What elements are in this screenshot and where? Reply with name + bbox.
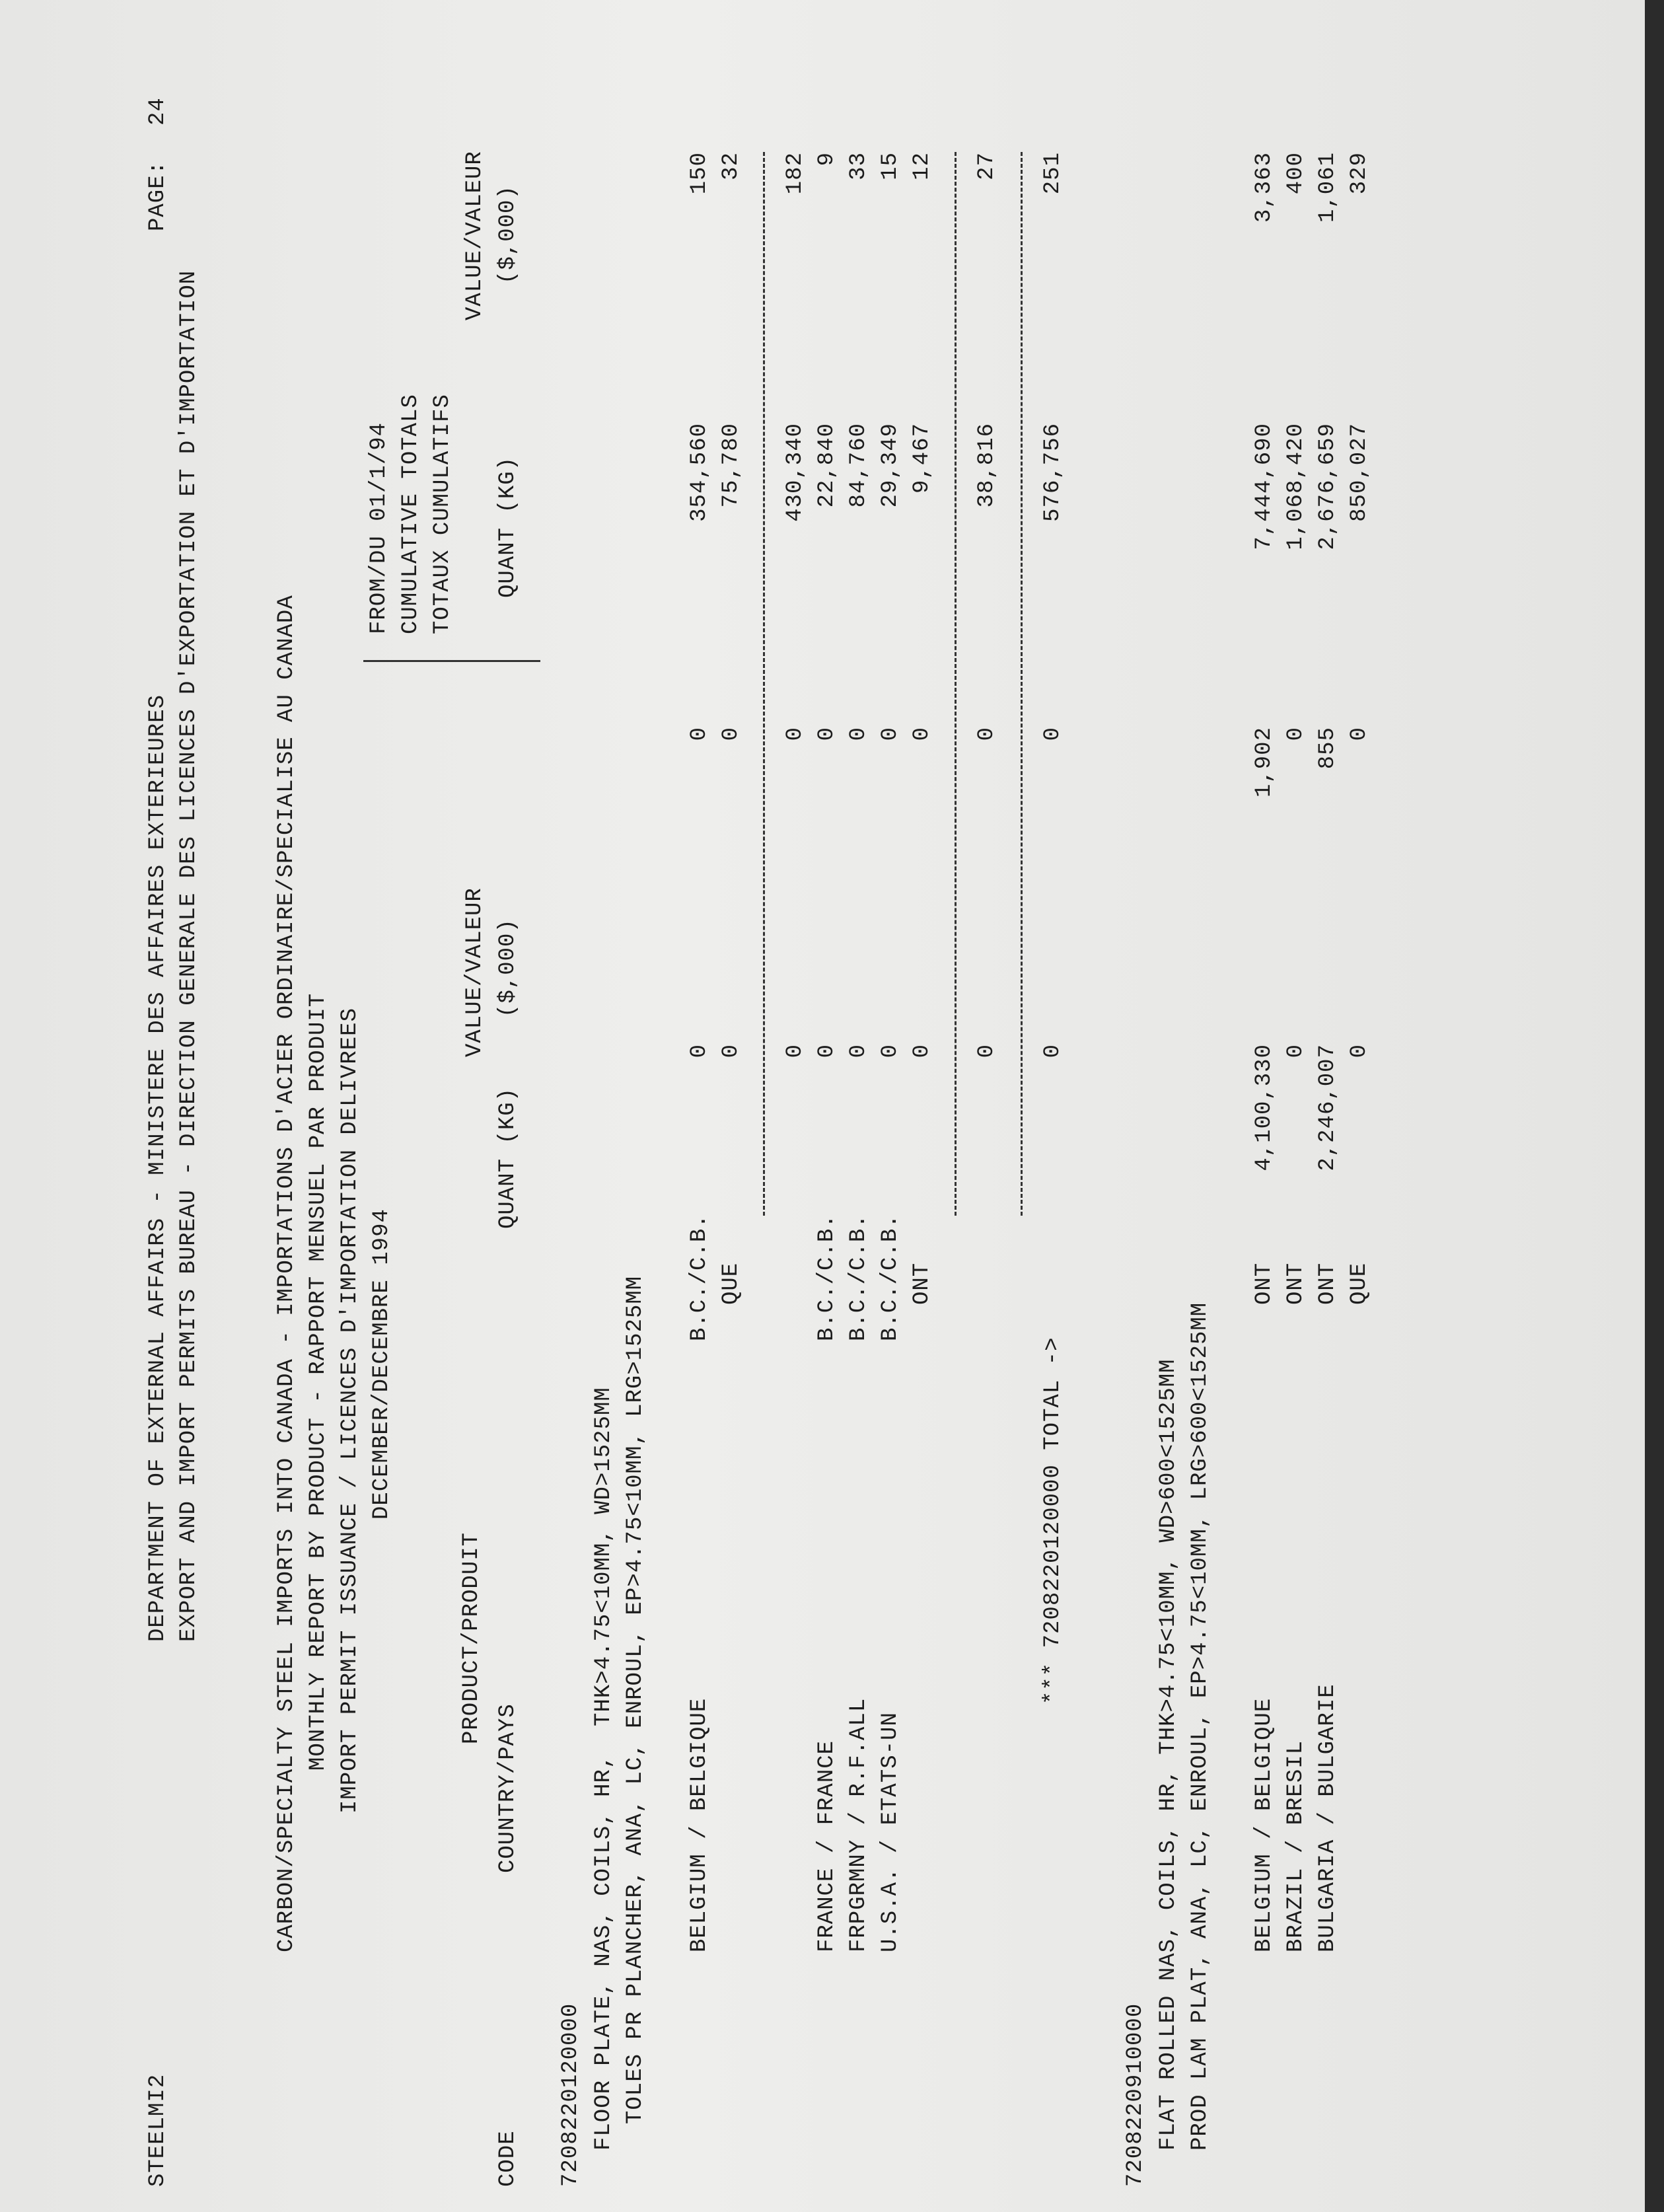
total-value2: 251 [1040, 152, 1066, 195]
quant2-cell: 1,068,420 [1284, 423, 1309, 550]
quant2-cell: 22,840 [814, 423, 840, 508]
col-value1-a: VALUE/VALEUR [462, 887, 488, 1057]
product-code: 7208220120000 [558, 2003, 583, 2187]
quant2-cell: 2,676,659 [1315, 423, 1340, 550]
quant2-cell: 84,760 [846, 423, 871, 508]
product-desc-en: FLAT ROLLED NAS, COILS, HR, THK>4.75<10MM, WD>600<1525MM [1156, 1358, 1181, 2151]
subtotal-rule [955, 152, 957, 1216]
value1-cell: 0 [878, 727, 903, 741]
port-cell: ONT [1284, 1262, 1309, 1305]
country-cell: U.S.A. / ETATS-UN [878, 1712, 903, 1952]
value1-cell: 0 [719, 727, 744, 741]
scanner-edge [1645, 0, 1664, 2212]
col-value2-b: ($,000) [495, 185, 521, 284]
value2-cell: 182 [783, 152, 808, 195]
port-cell: QUE [719, 1262, 744, 1305]
quant1-cell: 0 [910, 1044, 935, 1058]
port-cell: B.C./C.B. [878, 1214, 903, 1341]
col-code: CODE [495, 2130, 521, 2187]
value2-cell: 1,061 [1315, 152, 1340, 223]
total-value1: 0 [1040, 727, 1066, 741]
col-value2-a: VALUE/VALEUR [462, 151, 488, 320]
dept-line-2: EXPORT AND IMPORT PERMITS BUREAU - DIRECTION GENERALE DES LICENCES D'EXPORTATION ET D'IMPORTATION [176, 270, 201, 1642]
quant2-cell: 7,444,690 [1252, 423, 1277, 550]
value2-cell: 15 [878, 152, 903, 180]
dept-line-1: DEPARTMENT OF EXTERNAL AFFAIRS - MINISTERE DES AFFAIRES EXTERIEURES [145, 694, 170, 1642]
port-cell: ONT [1315, 1262, 1340, 1305]
quant2-cell: 850,027 [1347, 423, 1372, 522]
value2-cell: 27 [974, 152, 999, 180]
col-quant2: QUANT (KG) [495, 456, 521, 598]
quant1-cell: 0 [783, 1044, 808, 1058]
report-title-2: MONTHLY REPORT BY PRODUCT - RAPPORT MENSUEL PAR PRODUIT [306, 992, 331, 1771]
value1-cell: 0 [1284, 727, 1309, 741]
col-country: COUNTRY/PAYS [495, 1703, 521, 1873]
quant2-cell: 29,349 [878, 423, 903, 508]
product-code: 7208220910000 [1123, 2003, 1148, 2187]
quant1-cell: 0 [687, 1044, 712, 1058]
port-cell: QUE [1347, 1262, 1372, 1305]
quant1-cell: 0 [1347, 1044, 1372, 1058]
product-desc-fr: TOLES PR PLANCHER, ANA, LC, ENROUL, EP>4.75<10MM, LRG>1525MM [623, 1275, 648, 2124]
value2-cell: 33 [846, 152, 871, 180]
product-desc-en: FLOOR PLATE, NAS, COILS, HR, THK>4.75<10MM, WD>1525MM [591, 1387, 616, 2151]
section-total-label: *** 7208220120000 TOTAL -> [1040, 1337, 1066, 1705]
value1-cell: 0 [974, 727, 999, 741]
value1-cell: 1,902 [1252, 727, 1277, 798]
page-label: PAGE: [145, 160, 170, 231]
col-from-date: FROM/DU 01/1/94 [367, 422, 392, 634]
port-cell: ONT [910, 1262, 935, 1305]
country-cell: FRPGRMNY / R.F.ALL [846, 1697, 871, 1952]
value1-cell: 0 [910, 727, 935, 741]
col-totaux-cumulatifs: TOTAUX CUMULATIFS [430, 394, 455, 634]
quant2-cell: 430,340 [783, 423, 808, 522]
quant1-cell: 0 [974, 1044, 999, 1058]
col-quant1: QUANT (KG) [495, 1087, 521, 1229]
value2-cell: 12 [910, 152, 935, 180]
quant1-cell: 2,246,007 [1315, 1044, 1340, 1171]
country-cell: BELGIUM / BELGIQUE [1252, 1697, 1277, 1952]
quant1-cell: 4,100,330 [1252, 1044, 1277, 1171]
quant1-cell: 0 [719, 1044, 744, 1058]
quant1-cell: 0 [846, 1044, 871, 1058]
quant1-cell: 0 [1284, 1044, 1309, 1058]
report-title-4: DECEMBER/DECEMBRE 1994 [369, 1208, 394, 1520]
quant2-cell: 75,780 [719, 423, 744, 508]
report-id: STEELMI2 [145, 2073, 170, 2187]
report-sheet [20, 13, 1632, 2194]
col-value1-b: ($,000) [495, 918, 521, 1017]
col-product: PRODUCT/PRODUIT [459, 1531, 484, 1744]
product-desc-fr: PROD LAM PLAT, ANA, LC, ENROUL, EP>4.75<10MM, LRG>600<1525MM [1188, 1302, 1213, 2151]
port-cell: B.C./C.B. [814, 1214, 840, 1341]
value1-cell: 0 [1347, 727, 1372, 741]
value2-cell: 150 [687, 152, 712, 195]
total-quant1: 0 [1040, 1044, 1066, 1058]
value1-cell: 0 [846, 727, 871, 741]
value1-cell: 0 [783, 727, 808, 741]
value2-cell: 329 [1347, 152, 1372, 195]
value1-cell: 855 [1315, 727, 1340, 770]
value1-cell: 0 [687, 727, 712, 741]
value1-cell: 0 [814, 727, 840, 741]
value2-cell: 3,363 [1252, 152, 1277, 223]
country-cell: FRANCE / FRANCE [814, 1740, 840, 1952]
col-cumulative-totals: CUMULATIVE TOTALS [398, 394, 423, 634]
country-cell: BULGARIA / BULGARIE [1315, 1683, 1340, 1952]
column-separator [363, 660, 540, 662]
port-cell: B.C./C.B. [846, 1214, 871, 1341]
total-rule [1021, 152, 1023, 1216]
value2-cell: 9 [814, 152, 840, 166]
quant2-cell: 354,560 [687, 423, 712, 522]
port-cell: ONT [1252, 1262, 1277, 1305]
quant2-cell: 9,467 [910, 423, 935, 494]
quant1-cell: 0 [814, 1044, 840, 1058]
quant1-cell: 0 [878, 1044, 903, 1058]
page-number: 24 [145, 97, 170, 126]
report-title-1: CARBON/SPECIALTY STEEL IMPORTS INTO CANADA - IMPORTATIONS D'ACIER ORDINAIRE/SPECIALISE AU CANADA [274, 595, 299, 1952]
value2-cell: 400 [1284, 152, 1309, 195]
country-cell: BELGIUM / BELGIQUE [687, 1697, 712, 1952]
total-quant2: 576,756 [1040, 423, 1066, 522]
quant2-cell: 38,816 [974, 423, 999, 508]
subtotal-rule [763, 152, 765, 1216]
country-cell: BRAZIL / BRESIL [1284, 1740, 1309, 1952]
report-title-3: IMPORT PERMIT ISSUANCE / LICENCES D'IMPORTATION DELIVREES [338, 1008, 363, 1814]
value2-cell: 32 [719, 152, 744, 180]
port-cell: B.C./C.B. [687, 1214, 712, 1341]
